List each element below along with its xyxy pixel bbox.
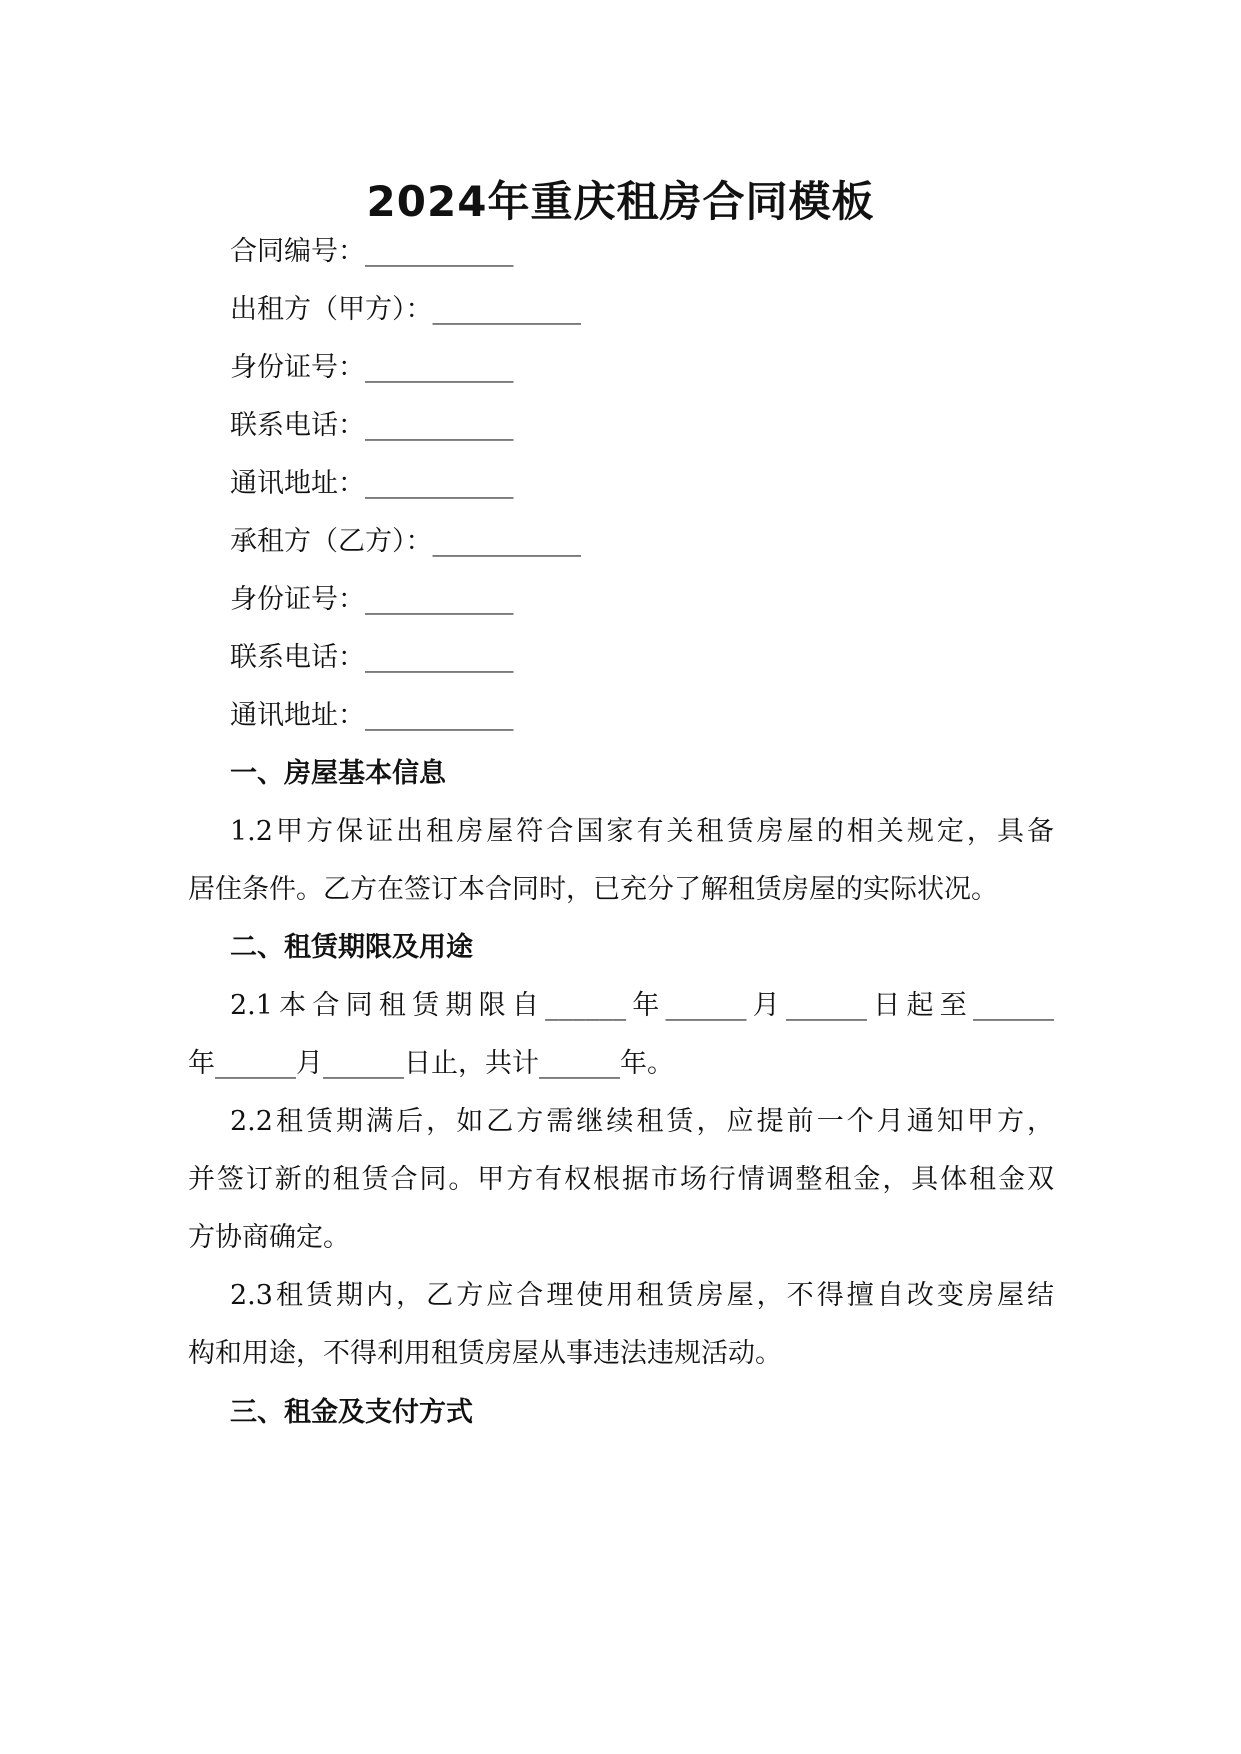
paragraph-line: 并签订新的租赁合同。甲方有权根据市场行情调整租金，具体租金双: [188, 1164, 1054, 1195]
document-title: 2024年重庆租房合同模板: [366, 177, 875, 226]
field-contract-number: 合同编号：___________: [230, 236, 514, 267]
paragraph-line: 居住条件。乙方在签订本合同时，已充分了解租赁房屋的实际状况。: [188, 874, 998, 905]
field-lessor-id-number: 身份证号：___________: [230, 352, 514, 383]
field-lessor: 出租方（甲方）：___________: [230, 294, 581, 325]
paragraph-line: 2.2租赁期满后，如乙方需继续租赁，应提前一个月通知甲方，: [230, 1106, 1054, 1137]
field-lessee-id-number: 身份证号：___________: [230, 584, 514, 615]
paragraph-line: 构和用途，不得利用租赁房屋从事违法违规活动。: [188, 1338, 782, 1369]
paragraph-line: 2.1本合同租赁期限自______年______月______日起至______: [230, 990, 1054, 1021]
paragraph-line: 1.2甲方保证出租房屋符合国家有关租赁房屋的相关规定，具备: [230, 816, 1054, 847]
section-2-heading: 二、租赁期限及用途: [230, 932, 473, 963]
field-lessor-phone: 联系电话：___________: [230, 410, 514, 441]
paragraph-line: 方协商确定。: [188, 1222, 350, 1253]
field-lessee-address: 通讯地址：___________: [230, 700, 514, 731]
field-lessor-address: 通讯地址：___________: [230, 468, 514, 499]
field-lessee: 承租方（乙方）：___________: [230, 526, 581, 557]
paragraph-line: 年______月______日止，共计______年。: [188, 1048, 674, 1079]
section-1-heading: 一、房屋基本信息: [230, 758, 446, 789]
paragraph-line: 2.3租赁期内，乙方应合理使用租赁房屋，不得擅自改变房屋结: [230, 1280, 1054, 1311]
field-lessee-phone: 联系电话：___________: [230, 642, 514, 673]
section-3-heading: 三、租金及支付方式: [230, 1397, 473, 1428]
